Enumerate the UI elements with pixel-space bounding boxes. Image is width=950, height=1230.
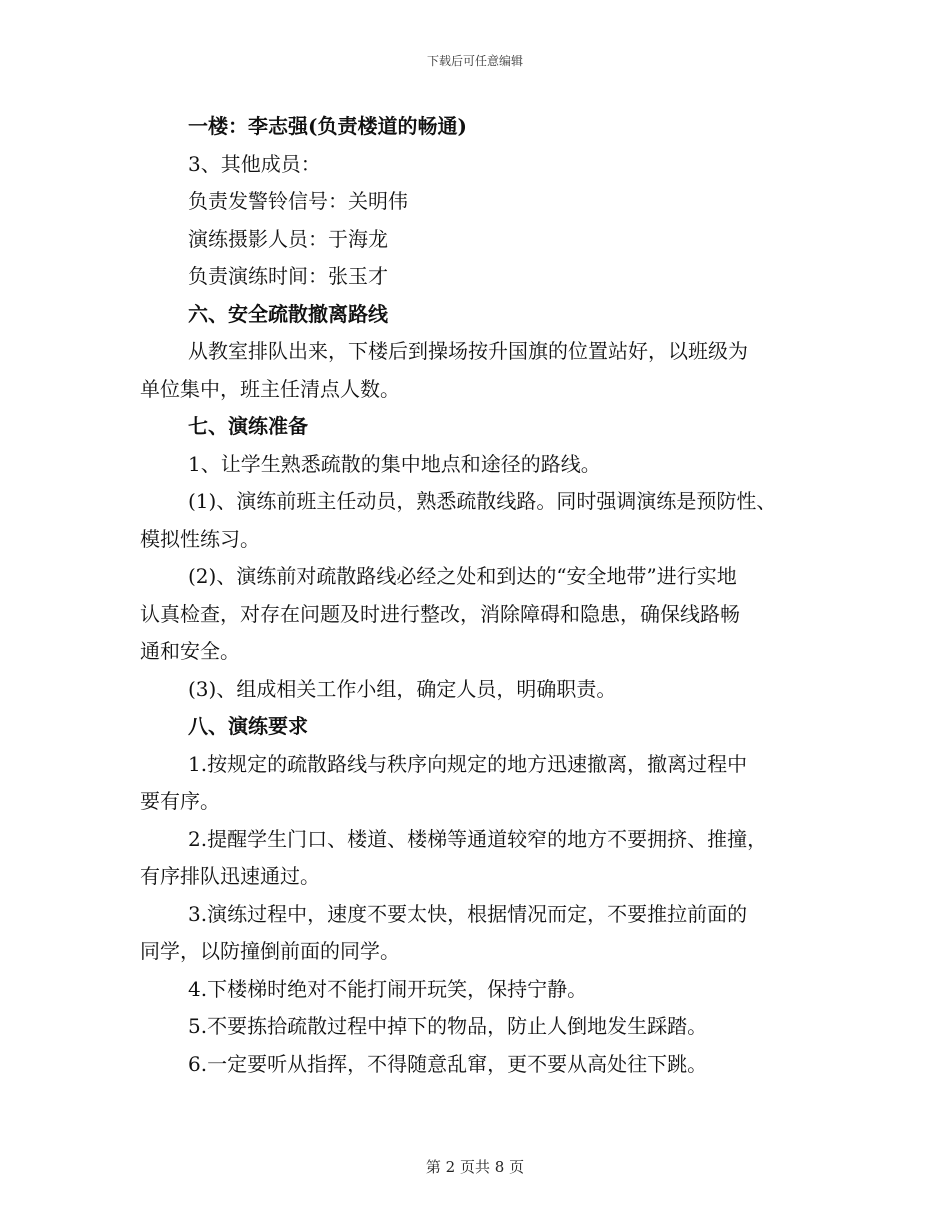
paragraph-line: 演练摄影人员：于海龙: [188, 226, 388, 251]
section-heading: 八、演练要求: [188, 714, 308, 738]
paragraph-line: 2.提醒学生门口、楼道、楼梯等通道较窄的地方不要拥挤、推撞，: [188, 826, 768, 851]
paragraph-line: 模拟性练习。: [140, 526, 260, 551]
paragraph-line: 4.下楼梯时绝对不能打闹开玩笑，保持宁静。: [188, 976, 588, 1001]
paragraph-line: 1.按规定的疏散路线与秩序向规定的地方迅速撤离，撤离过程中: [188, 751, 748, 776]
paragraph-line: 从教室排队出来，下楼后到操场按升国旗的位置站好，以班级为: [188, 339, 748, 363]
paragraph-line: (1)、演练前班主任动员，熟悉疏散线路。同时强调演练是预防性、: [188, 489, 777, 513]
paragraph-line: (3)、组成相关工作小组，确定人员，明确职责。: [188, 676, 617, 701]
paragraph-line: 单位集中，班主任清点人数。: [140, 376, 400, 401]
paragraph-line: 1、让学生熟悉疏散的集中地点和途径的路线。: [188, 451, 601, 476]
paragraph-line: 3、其他成员：: [188, 151, 321, 176]
paragraph-line: 有序排队迅速通过。: [140, 864, 320, 888]
document-body: [140, 108, 830, 1083]
paragraph-line: 6.一定要听从指挥，不得随意乱窜，更不要从高处往下跳。: [188, 1051, 708, 1076]
page-footer: 第 2 页共 8 页: [425, 1158, 525, 1176]
paragraph-line: (2)、演练前对疏散路线必经之处和到达的“安全地带”进行实地: [188, 564, 737, 588]
paragraph-line: 负责演练时间：张玉才: [188, 264, 388, 288]
section-heading: 七、演练准备: [188, 414, 308, 438]
paragraph-line: 要有序。: [140, 789, 220, 813]
section-heading: 六、安全疏散撤离路线: [188, 301, 388, 326]
paragraph-line: 5.不要拣拾疏散过程中掉下的物品，防止人倒地发生踩踏。: [188, 1014, 708, 1038]
section-heading: 一楼：李志强(负责楼道的畅通): [188, 114, 467, 138]
paragraph-line: 同学，以防撞倒前面的同学。: [140, 939, 400, 963]
page-header: 下载后可任意编辑: [426, 54, 523, 68]
paragraph-line: 通和安全。: [140, 639, 240, 663]
paragraph-line: 3.演练过程中，速度不要太快，根据情况而定，不要推拉前面的: [188, 901, 748, 926]
paragraph-line: 认真检查，对存在问题及时进行整改，消除障碍和隐患，确保线路畅: [140, 601, 740, 626]
paragraph-line: 负责发警铃信号：关明伟: [188, 189, 408, 213]
